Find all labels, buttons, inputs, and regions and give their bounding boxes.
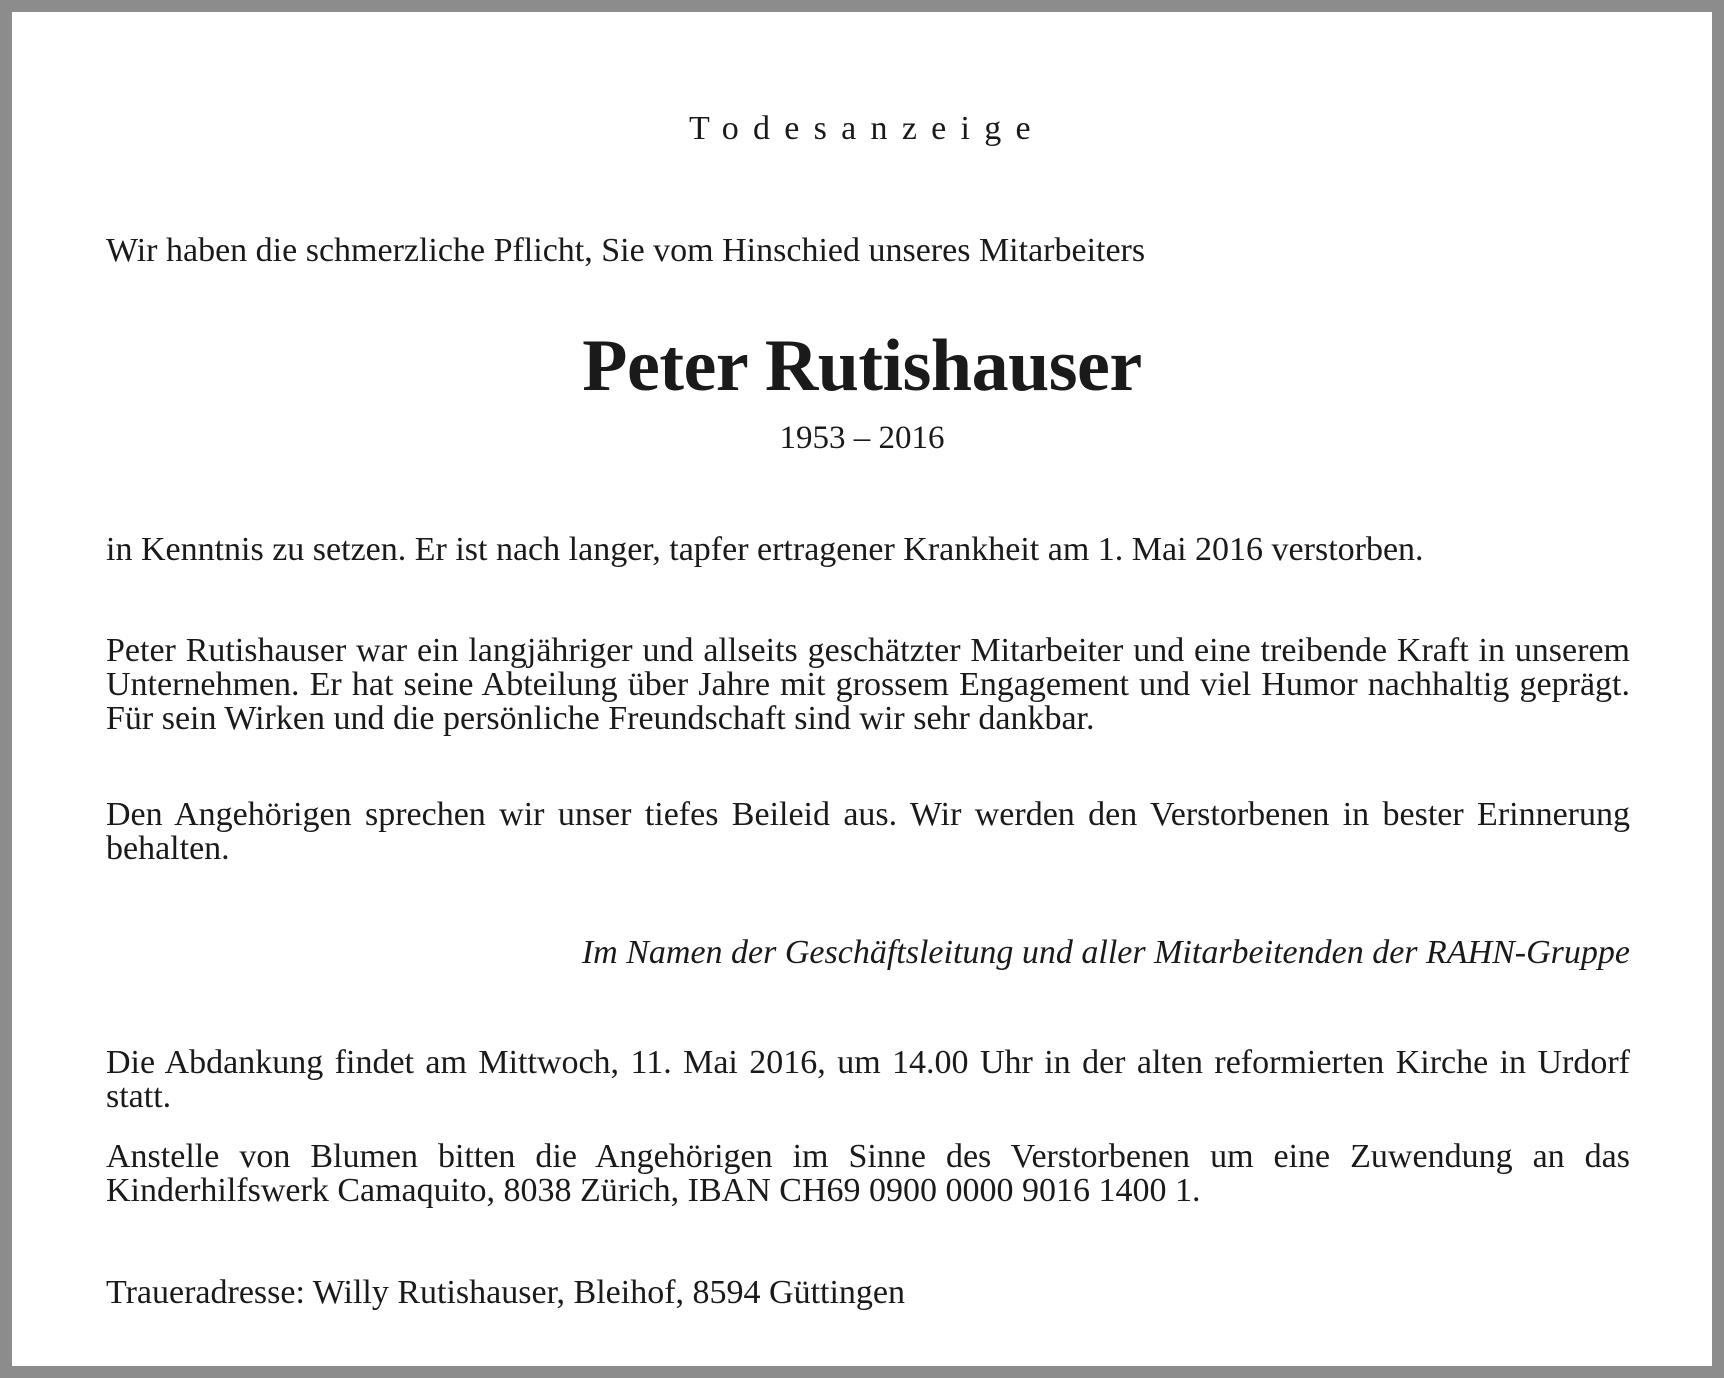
donation-paragraph: Anstelle von Blumen bitten die Angehörigen im Sinne des Verstorbenen um eine Zuwendung an das Kinderhilfswerk Camaquito, 8038 Zürich, IBAN CH69 0900 0000 9016 1400 1.	[106, 1138, 1630, 1209]
intro-text: Wir haben die schmerzliche Pflicht, Sie vom Hinschied unseres Mitarbeiters	[106, 232, 1146, 269]
announcement-text: in Kenntnis zu setzen. Er ist nach langer, tapfer ertragener Krankheit am 1. Mai 2016 verstorben.	[106, 531, 1424, 568]
tribute-paragraph: Peter Rutishauser war ein langjähriger und allseits geschätzter Mitarbeiter und eine treibende Kraft in unserem Unternehmen. Er hat seine Abteilung über Jahre mit grossem Engagement und viel Humor nachhaltig geprägt. Für sein Wirken und die persönliche Freundschaft sind wir sehr dankbar.	[106, 632, 1630, 737]
notice-heading: Todesanzeige	[689, 110, 1045, 147]
life-dates: 1953 – 2016	[779, 420, 945, 456]
mourning-address: Traueradresse: Willy Rutishauser, Bleihof, 8594 Güttingen	[106, 1274, 905, 1311]
service-paragraph: Die Abdankung findet am Mittwoch, 11. Mai 2016, um 14.00 Uhr in der alten reformierten Kirche in Urdorf statt.	[106, 1044, 1630, 1115]
condolence-paragraph: Den Angehörigen sprechen wir unser tiefes Beileid aus. Wir werden den Verstorbenen in bester Erinnerung behalten.	[106, 796, 1630, 867]
deceased-name: Peter Rutishauser	[582, 325, 1142, 407]
signature-line: Im Namen der Geschäftsleitung und aller Mitarbeitenden der RAHN-Gruppe	[581, 934, 1630, 971]
obituary-notice	[12, 12, 1712, 1366]
